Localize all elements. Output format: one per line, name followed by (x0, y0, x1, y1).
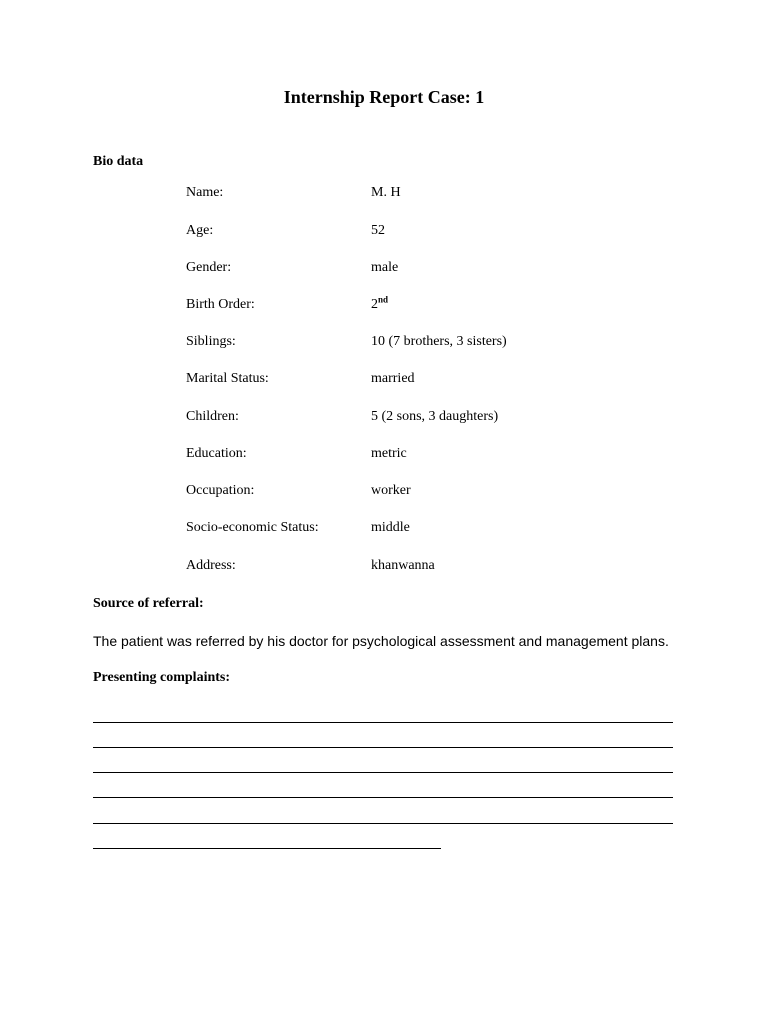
field-label: Gender: (186, 260, 232, 275)
field-value: 52 (371, 223, 385, 238)
bio-field-birth-order (0, 296, 768, 314)
bio-field-name (0, 184, 768, 202)
field-value: male (371, 260, 399, 275)
field-value: married (371, 371, 415, 386)
bio-field-gender (0, 259, 768, 277)
fill-in-line (93, 722, 673, 723)
field-value-number: 2 (371, 297, 378, 312)
fill-in-line (93, 747, 673, 748)
field-value: middle (371, 520, 410, 535)
bio-field-socio-economic-status (0, 519, 768, 537)
bio-field-occupation (0, 482, 768, 500)
bio-field-marital-status (0, 370, 768, 388)
field-value: 5 (2 sons, 3 daughters) (371, 409, 499, 424)
source-of-referral-text: The patient was referred by his doctor for psychological assessment and management plans. (93, 633, 669, 649)
field-value: khanwanna (371, 558, 435, 573)
bio-data-heading: Bio data (93, 154, 144, 169)
field-value: metric (371, 446, 407, 461)
field-label: Marital Status: (186, 371, 269, 386)
field-value: M. H (371, 185, 401, 200)
fill-in-line (93, 772, 673, 773)
field-label: Socio-economic Status: (186, 520, 319, 535)
fill-in-line (93, 848, 441, 849)
fill-in-line (93, 797, 673, 798)
field-label: Name: (186, 185, 224, 200)
presenting-complaints-heading: Presenting complaints: (93, 670, 231, 685)
field-label: Occupation: (186, 483, 255, 498)
source-of-referral-heading: Source of referral: (93, 596, 204, 611)
field-label: Age: (186, 223, 214, 238)
field-value-ordinal-suffix: nd (378, 294, 389, 305)
document-title: Internship Report Case: 1 (283, 87, 485, 107)
field-label: Children: (186, 409, 239, 424)
field-label: Address: (186, 558, 236, 573)
bio-field-siblings (0, 333, 768, 351)
field-value: worker (371, 483, 411, 498)
field-value (371, 296, 388, 314)
field-label: Education: (186, 446, 247, 461)
fill-in-line (93, 823, 673, 824)
bio-field-age (0, 222, 768, 240)
field-label: Siblings: (186, 334, 236, 349)
bio-field-children (0, 408, 768, 426)
bio-field-education (0, 445, 768, 463)
bio-field-address (0, 557, 768, 575)
field-label: Birth Order: (186, 297, 255, 312)
field-value: 10 (7 brothers, 3 sisters) (371, 334, 507, 349)
